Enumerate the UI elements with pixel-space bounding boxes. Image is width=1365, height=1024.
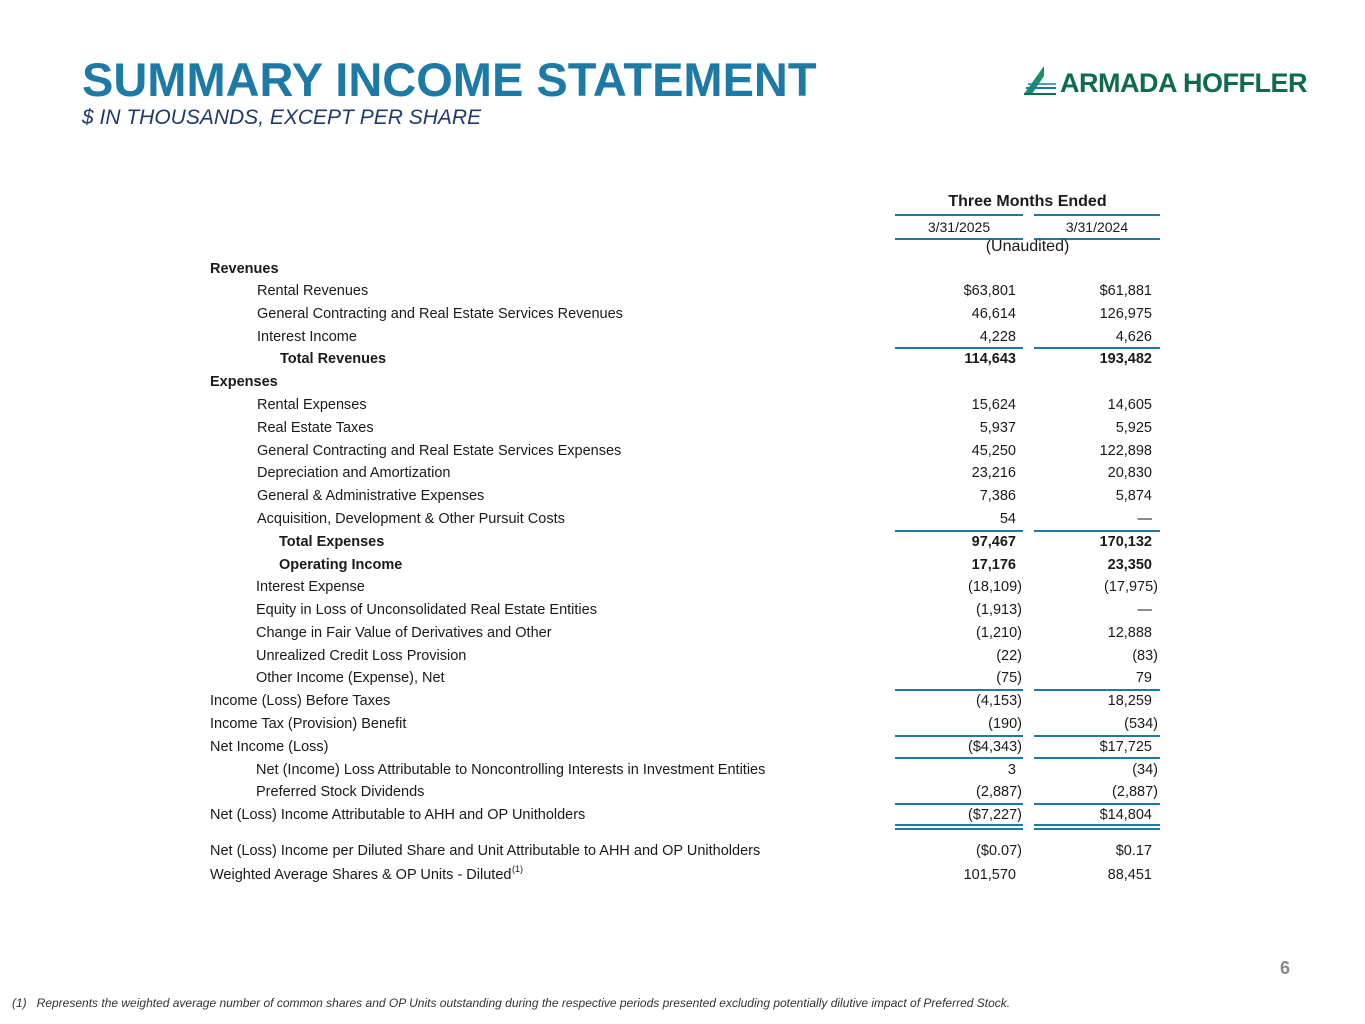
value-2024: $17,725 [1099, 739, 1152, 755]
value-2024: 18,259 [1107, 693, 1152, 709]
row-label-weighted-average-shares-op-units-diluted: Weighted Average Shares & OP Units - Diluted [210, 867, 512, 883]
subtotal-rule [1034, 735, 1160, 737]
row-label-preferred-stock-dividends: Preferred Stock Dividends [256, 784, 425, 800]
table-row [0, 372, 1365, 395]
row-label-unrealized-credit-loss-provision: Unrealized Credit Loss Provision [256, 648, 467, 664]
table-row [0, 395, 1365, 418]
value-2024: 88,451 [1107, 867, 1152, 883]
subtotal-rule [1034, 803, 1160, 805]
value-2024: (2,887) [1112, 784, 1158, 800]
value-2025: 15,624 [971, 397, 1016, 413]
page-number: 6 [1280, 958, 1291, 978]
value-2024: 4,626 [1115, 329, 1152, 345]
column-header-2024: 3/31/2024 [1034, 214, 1160, 240]
value-2025: (18,109) [967, 579, 1022, 595]
table-row [0, 760, 1365, 783]
footnote [12, 996, 1010, 1010]
value-2024: 5,925 [1115, 420, 1152, 436]
value-2025: ($0.07) [976, 843, 1022, 859]
subtotal-rule [895, 803, 1023, 805]
value-2024: 170,132 [1099, 534, 1152, 550]
row-label-revenues: Revenues [210, 261, 279, 277]
value-2025: ($4,343) [967, 739, 1022, 755]
row-label-depreciation-and-amortization: Depreciation and Amortization [257, 465, 451, 481]
value-2024: 12,888 [1107, 625, 1152, 641]
value-2025: 7,386 [979, 488, 1016, 504]
row-label-rental-expenses: Rental Expenses [257, 397, 367, 413]
table-row [0, 463, 1365, 486]
double-underline [1034, 824, 1160, 830]
row-label-general-contracting-and-real-estate-services-revenues: General Contracting and Real Estate Services Revenues [257, 306, 623, 322]
row-label-equity-in-loss-of-unconsolidated-real-estate-entities: Equity in Loss of Unconsolidated Real Estate Entities [256, 602, 597, 618]
double-underline [895, 824, 1023, 830]
subtotal-rule [895, 757, 1023, 759]
subtotal-rule [895, 530, 1023, 532]
table-row [0, 782, 1365, 805]
logo-wordmark: ARMADA HOFFLER [1060, 68, 1307, 98]
value-2025: 114,643 [964, 351, 1016, 367]
table-row [0, 555, 1365, 578]
value-2024: (83) [1132, 648, 1158, 664]
table-row [0, 668, 1365, 691]
footnote-number: (1) [12, 996, 27, 1010]
row-label-net-loss-income-attributable-to-ahh-and-op-unitholders: Net (Loss) Income Attributable to AHH and OP Unitholders [210, 807, 586, 823]
value-2024: $61,881 [1099, 283, 1152, 299]
value-2025: (1,210) [976, 625, 1022, 641]
value-2025: $63,801 [963, 283, 1016, 299]
company-logo [1022, 62, 1307, 102]
footnote-text: Represents the weighted average number of common shares and OP Units outstanding during the respective periods presented excluding potentially dilutive impact of Preferred Stock. [36, 996, 1011, 1010]
value-2024: 126,975 [1099, 306, 1152, 322]
table-row [0, 577, 1365, 600]
value-2024: 23,350 [1107, 557, 1152, 573]
table-row [0, 304, 1365, 327]
value-2025: 4,228 [979, 329, 1016, 345]
value-2024: (17,975) [1103, 579, 1158, 595]
table-row [0, 691, 1365, 714]
value-2024: $14,804 [1099, 807, 1152, 823]
subtotal-rule [895, 735, 1023, 737]
row-label-change-in-fair-value-of-derivatives-and-other: Change in Fair Value of Derivatives and Other [256, 625, 552, 641]
row-label-general-contracting-and-real-estate-services-expenses: General Contracting and Real Estate Services Expenses [257, 443, 622, 459]
value-2025: (4,153) [976, 693, 1022, 709]
value-2025: 5,937 [979, 420, 1016, 436]
table-row [0, 281, 1365, 304]
row-label-interest-expense: Interest Expense [256, 579, 365, 595]
value-2024: $0.17 [1115, 843, 1152, 859]
value-2025: 17,176 [971, 557, 1016, 573]
unaudited-note: (Unaudited) [985, 238, 1070, 255]
row-label-operating-income: Operating Income [279, 557, 403, 573]
table-row [0, 486, 1365, 509]
row-label-net-income-loss: Net Income (Loss) [210, 739, 329, 755]
table-row [0, 865, 1365, 888]
value-2025: 46,614 [971, 306, 1016, 322]
row-label-real-estate-taxes: Real Estate Taxes [257, 420, 374, 436]
value-2025: 23,216 [971, 465, 1016, 481]
subtotal-rule [1034, 757, 1160, 759]
row-label-rental-revenues: Rental Revenues [257, 283, 369, 299]
value-2025: ($7,227) [967, 807, 1022, 823]
table-row [0, 509, 1365, 532]
row-label-income-loss-before-taxes: Income (Loss) Before Taxes [210, 693, 391, 709]
table-row [0, 805, 1365, 828]
table-row [0, 532, 1365, 555]
row-label-expenses: Expenses [210, 374, 278, 390]
table-row [0, 646, 1365, 669]
value-2024: 5,874 [1115, 488, 1152, 504]
column-header-2025: 3/31/2025 [895, 214, 1023, 240]
value-2024: 79 [1135, 670, 1152, 686]
value-2025: (2,887) [976, 784, 1022, 800]
value-2025: (190) [988, 716, 1022, 732]
footnote-ref: (1) [512, 864, 523, 874]
table-row [0, 327, 1365, 350]
value-2024: — [1137, 511, 1152, 527]
value-2024: 122,898 [1099, 443, 1152, 459]
value-2024: (534) [1124, 716, 1158, 732]
value-2025: 97,467 [971, 534, 1016, 550]
subtotal-rule [895, 689, 1023, 691]
row-label-net-income-loss-attributable-to-noncontrolling-interests-in-investment-entities: Net (Income) Loss Attributable to Noncontrolling Interests in Investment Entities [256, 762, 766, 778]
subtotal-rule [1034, 530, 1160, 532]
value-2025: 3 [1007, 762, 1016, 778]
armada-hoffler-logo-icon [1022, 62, 1058, 98]
table-row [0, 349, 1365, 372]
subtotal-rule [1034, 689, 1160, 691]
value-2024: (34) [1132, 762, 1158, 778]
table-row [0, 623, 1365, 646]
row-label-total-expenses: Total Expenses [279, 534, 385, 550]
table-row [0, 259, 1365, 282]
value-2024: — [1137, 602, 1152, 618]
table-row [0, 418, 1365, 441]
value-2024: 193,482 [1099, 351, 1152, 367]
table-row [0, 441, 1365, 464]
row-label-net-loss-income-per-diluted-share-and-unit-attributable-to-ahh-and-op-unitholders: Net (Loss) Income per Diluted Share and Unit Attributable to AHH and OP Unitholders [210, 843, 761, 859]
value-2025: (1,913) [976, 602, 1022, 618]
table-row [0, 714, 1365, 737]
value-2025: 101,570 [963, 867, 1016, 883]
row-label-acquisition-development-other-pursuit-costs: Acquisition, Development & Other Pursuit Costs [257, 511, 565, 527]
subtotal-rule [1034, 347, 1160, 349]
row-label-income-tax-provision-benefit: Income Tax (Provision) Benefit [210, 716, 407, 732]
value-2025: 54 [999, 511, 1016, 527]
table-row [0, 737, 1365, 760]
value-2025: (75) [996, 670, 1022, 686]
value-2025: (22) [996, 648, 1022, 664]
subtotal-rule [895, 347, 1023, 349]
value-2025: 45,250 [971, 443, 1016, 459]
value-2024: 14,605 [1107, 397, 1152, 413]
row-label-total-revenues: Total Revenues [280, 351, 387, 367]
period-group-header: Three Months Ended [948, 193, 1107, 210]
table-row [0, 600, 1365, 623]
page-title: SUMMARY INCOME STATEMENT [82, 53, 817, 106]
value-2024: 20,830 [1107, 465, 1152, 481]
row-label-other-income-expense-net: Other Income (Expense), Net [256, 670, 445, 686]
row-label-interest-income: Interest Income [257, 329, 357, 345]
table-row [0, 841, 1365, 864]
page-subtitle: $ IN THOUSANDS, EXCEPT PER SHARE [82, 106, 482, 129]
row-label-general-administrative-expenses: General & Administrative Expenses [257, 488, 485, 504]
